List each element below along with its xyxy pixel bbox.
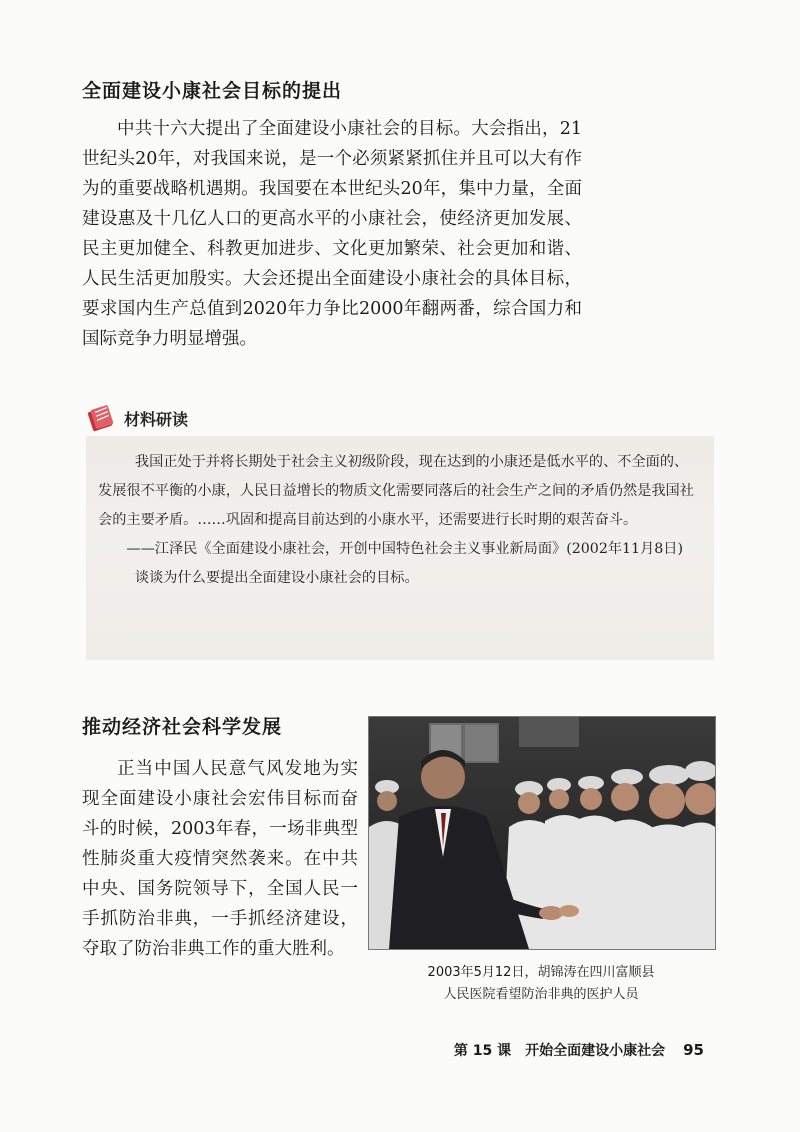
section2-paragraph: 正当中国人民意气风发地为实现全面建设小康社会宏伟目标而奋斗的时候，2003年春，一场非典型性肺炎重大疫情突然袭来。在中共中央、国务院领导下，全国人民一手抓防治非典，一手抓经济建设，夺取了防治非典工作的重大胜利。	[82, 759, 358, 959]
section1-body	[82, 114, 582, 354]
section2-body	[82, 754, 358, 964]
material-title: 材料研读	[124, 409, 189, 429]
caption-line-1: 2003年5月12日，胡锦涛在四川富顺县	[427, 965, 655, 980]
material-header	[86, 403, 188, 433]
page-number: 95	[683, 1041, 704, 1059]
section2-heading: 推动经济社会科学发展	[82, 716, 283, 738]
lesson-title: 第 15 课 开始全面建设小康社会	[453, 1043, 666, 1059]
material-task: 谈谈为什么要提出全面建设小康社会的目标。	[134, 570, 419, 586]
caption-line-2: 人民医院看望防治非典的医护人员	[443, 987, 639, 1002]
photo-illustration	[369, 717, 715, 949]
photo-caption	[368, 962, 714, 1006]
material-quote: 我国正处于并将长期处于社会主义初级阶段，现在达到的小康还是低水平的、不全面的、发展很不平衡的小康，人民日益增长的物质文化需要同落后的社会生产之间的矛盾仍然是我国社会的主要矛盾。……巩固和提高目前达到的小康水平，还需要进行长时期的艰苦奋斗。	[98, 454, 694, 528]
material-box	[86, 436, 714, 660]
section1-paragraph: 中共十六大提出了全面建设小康社会的目标。大会指出，21世纪头20年，对我国来说，是一个必须紧紧抓住并且可以大有作为的重要战略机遇期。我国要在本世纪头20年，集中力量，全面建设惠及十几亿人口的更高水平的小康社会，使经济更加发展、民主更加健全、科教更加进步、文化更加繁荣、社会更加和谐、人民生活更加殷实。大会还提出全面建设小康社会的具体目标，要求国内生产总值到2020年力争比2000年翻两番，综合国力和国际竞争力明显增强。	[82, 119, 582, 349]
material-source: ——江泽民《全面建设小康社会，开创中国特色社会主义事业新局面》(2002年11月8日)	[126, 541, 684, 557]
page-footer	[454, 1040, 704, 1060]
news-photo	[368, 716, 716, 950]
section1-heading: 全面建设小康社会目标的提出	[82, 80, 343, 102]
book-icon	[86, 403, 116, 433]
